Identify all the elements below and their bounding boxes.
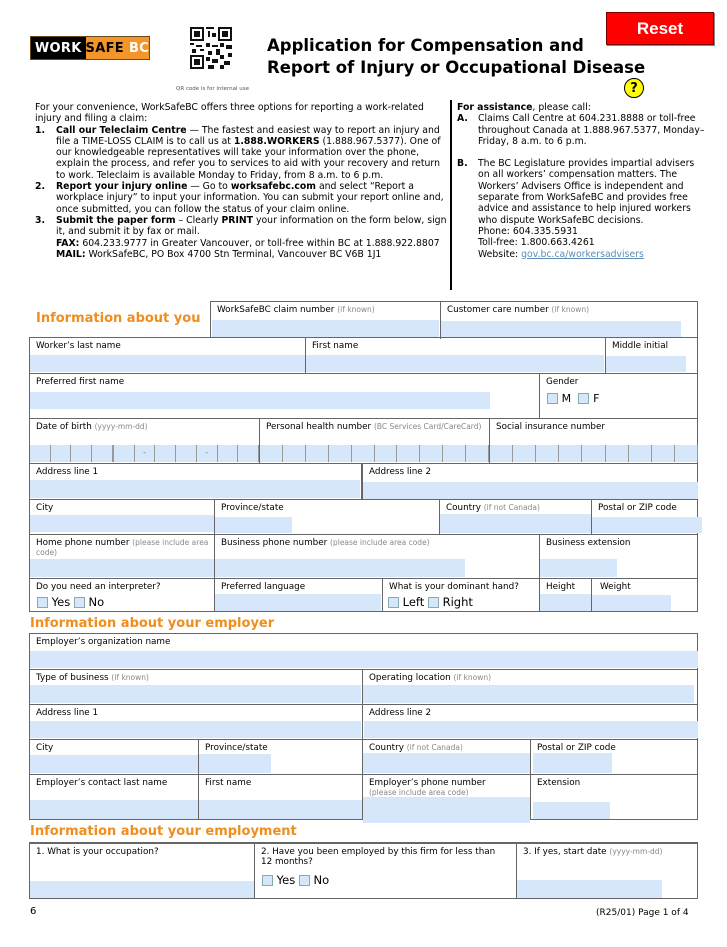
- employer-province-input[interactable]: [199, 754, 271, 773]
- start-date-hint: (yyyy-mm-dd): [609, 847, 663, 856]
- address1-input[interactable]: [30, 480, 360, 498]
- preferred-name-label: Preferred first name: [36, 377, 125, 387]
- section-heading-employer: Information about your employer: [30, 616, 275, 631]
- gender-f-label: F: [593, 392, 600, 405]
- employer-address1-input[interactable]: [30, 721, 361, 738]
- logo-bc: BC: [128, 40, 149, 56]
- sin-label: Social insurance number: [496, 422, 606, 432]
- business-type-label: Type of business: [36, 673, 109, 683]
- home-phone-input[interactable]: [30, 559, 214, 577]
- option-number: 3.: [35, 214, 46, 226]
- postal-label: Postal or ZIP code: [598, 503, 677, 513]
- title-line-2: Report of Injury or Occupational Disease: [267, 58, 646, 77]
- gender-f-checkbox[interactable]: [578, 393, 589, 404]
- operating-location-hint: (if known): [453, 673, 492, 682]
- interpreter-yes-label: Yes: [51, 595, 71, 609]
- fax-text: 604.233.9777 in Greater Vancouver, or toll-free within BC at 1.888.922.8807: [79, 237, 440, 249]
- weight-label: Weight: [600, 582, 631, 592]
- mail-label: MAIL:: [56, 248, 86, 260]
- business-phone-input[interactable]: [215, 559, 465, 577]
- dob-hint: (yyyy-mm-dd): [94, 422, 148, 431]
- employer-country-input[interactable]: [363, 753, 530, 773]
- employed-no-label: No: [313, 873, 330, 887]
- country-input[interactable]: [440, 514, 591, 533]
- option-teleclaim: [35, 125, 450, 181]
- business-ext-input[interactable]: [540, 559, 617, 577]
- option-number: 2.: [35, 181, 46, 193]
- option-paper: [35, 215, 450, 260]
- employed-no-checkbox[interactable]: [299, 875, 310, 886]
- claim-number-hint: (if known): [337, 305, 375, 314]
- employer-postal-input[interactable]: [533, 753, 612, 773]
- teleclaim-number: 1.888.WORKERS: [233, 135, 320, 147]
- interpreter-label: Do you need an interpreter?: [36, 582, 161, 592]
- hand-left-label: Left: [402, 595, 425, 609]
- employment-info-table: [29, 842, 698, 899]
- website-label: Website:: [478, 248, 522, 260]
- gender-label: Gender: [546, 377, 579, 387]
- last-name-label: Worker’s last name: [36, 341, 121, 351]
- logo-safe: SAFE: [85, 40, 124, 56]
- employed-yes-label: Yes: [276, 873, 296, 887]
- option-number: 1.: [35, 124, 46, 136]
- contact-last-name-input[interactable]: [30, 800, 198, 819]
- page-number: 6: [30, 906, 37, 917]
- assist-text: The BC Legislature provides impartial advisers on all workers’ compensation matters. The Workers’ Advisers Office is independent and separate from WorkSafeBC and provides free advice and assistance to help injured workers who dispute WorkSafeBC decisions.: [478, 158, 695, 226]
- employer-extension-input[interactable]: [533, 802, 610, 819]
- qr-code-icon: [190, 27, 232, 69]
- phn-hint: (BC Services Card/CareCard): [373, 422, 482, 431]
- province-label: Province/state: [221, 503, 284, 513]
- assistance-info: [457, 102, 707, 260]
- advisers-phone: Phone: 604.335.5931: [478, 225, 578, 237]
- employed-less-than-12-options: [262, 873, 329, 887]
- page-title: [267, 35, 645, 79]
- worksafebc-logo: [30, 36, 150, 60]
- contact-first-name-input[interactable]: [199, 800, 362, 819]
- home-phone-label: Home phone number: [36, 538, 130, 548]
- employer-address2-label: Address line 2: [369, 708, 432, 718]
- phn-input[interactable]: [260, 445, 489, 462]
- employer-province-label: Province/state: [205, 743, 268, 753]
- gender-options: [547, 391, 599, 405]
- employer-postal-label: Postal or ZIP code: [537, 743, 616, 753]
- height-label: Height: [546, 582, 576, 592]
- section-heading-employment: Information about your employment: [30, 824, 297, 839]
- interpreter-no-checkbox[interactable]: [74, 597, 85, 608]
- reset-button[interactable]: Reset: [606, 12, 714, 45]
- employer-country-label: Country: [369, 743, 404, 753]
- address1-label: Address line 1: [36, 467, 99, 477]
- org-name-label: Employer’s organization name: [36, 637, 171, 647]
- option-title: Submit the paper form: [56, 214, 176, 226]
- option-text: — Go to: [187, 181, 231, 193]
- employer-city-input[interactable]: [30, 755, 198, 773]
- title-line-1: Application for Compensation and: [267, 36, 584, 55]
- first-name-label: First name: [312, 341, 359, 351]
- claim-row: [210, 301, 698, 338]
- print-emphasis: PRINT: [221, 214, 254, 226]
- home-phone-hint: (please include area code): [36, 538, 209, 557]
- intro-divider: [450, 100, 452, 290]
- address2-input[interactable]: [363, 482, 698, 499]
- customer-care-label: Customer care number: [447, 305, 549, 315]
- first-name-input[interactable]: [306, 355, 604, 372]
- help-icon[interactable]: ?: [624, 78, 644, 98]
- customer-care-input[interactable]: [441, 321, 681, 338]
- employer-phone-input[interactable]: [363, 797, 530, 823]
- interpreter-options: [37, 595, 104, 609]
- city-label: City: [36, 503, 54, 513]
- business-type-input[interactable]: [30, 685, 361, 703]
- intro-lead: For your convenience, WorkSafeBC offers three options for reporting a work-related injury and filing a claim:: [35, 102, 424, 125]
- assist-item-b: [457, 158, 707, 260]
- employer-address1-label: Address line 1: [36, 708, 99, 718]
- form-revision: (R25/01) Page 1 of 4: [596, 908, 689, 918]
- assist-number: A.: [457, 113, 468, 125]
- workers-advisers-link[interactable]: gov.bc.ca/workersadvisers: [521, 248, 644, 260]
- logo-safe-bc: [86, 37, 149, 59]
- start-date-input[interactable]: [517, 880, 662, 898]
- mail-text: WorkSafeBC, PO Box 4700 Stn Terminal, Vancouver BC V6B 1J1: [85, 248, 382, 260]
- last-name-input[interactable]: [30, 355, 305, 372]
- gender-m-label: M: [561, 392, 572, 405]
- claim-number-input[interactable]: [212, 320, 439, 338]
- phn-label: Personal health number: [266, 422, 372, 432]
- assist-item-a: [457, 113, 707, 147]
- option-text: – Clearly: [175, 214, 222, 226]
- occupation-label: 1. What is your occupation?: [36, 847, 159, 857]
- employer-extension-label: Extension: [537, 778, 581, 788]
- assistance-heading: [457, 102, 707, 113]
- province-input[interactable]: [215, 517, 292, 533]
- business-ext-label: Business extension: [546, 538, 631, 548]
- preferred-name-input[interactable]: [30, 392, 490, 409]
- dob-label: Date of birth: [36, 422, 92, 432]
- employed-less-than-12-cell: [254, 844, 516, 899]
- option-title: Report your injury online: [56, 181, 188, 193]
- address2-label: Address line 2: [369, 467, 432, 477]
- employer-country-hint: (if not Canada): [406, 743, 463, 752]
- qr-code-note: QR code is for internal use: [176, 86, 249, 92]
- dominant-hand-label: What is your dominant hand?: [389, 582, 519, 592]
- dob-input[interactable]: - -: [30, 445, 259, 462]
- employed-less-than-12-label: 2. Have you been employed by this firm for less than 12 months?: [261, 847, 496, 867]
- advisers-tollfree: Toll-free: 1.800.663.4261: [478, 237, 595, 249]
- section-heading-you: Information about you: [36, 311, 201, 326]
- business-phone-label: Business phone number: [221, 538, 328, 548]
- logo-work: WORK: [31, 37, 86, 59]
- dominant-hand-options: [388, 595, 473, 609]
- gender-m-checkbox[interactable]: [547, 393, 558, 404]
- interpreter-no-label: No: [88, 595, 105, 609]
- employer-phone-hint: (please include area code): [369, 788, 469, 797]
- contact-first-name-label: First name: [205, 778, 252, 788]
- height-input[interactable]: [540, 594, 591, 611]
- worker-info-table: [29, 337, 698, 612]
- website-link[interactable]: worksafebc.com: [230, 181, 316, 193]
- contact-last-name-label: Employer’s contact last name: [36, 778, 168, 788]
- language-label: Preferred language: [221, 582, 306, 592]
- business-phone-hint: (please include area code): [330, 538, 430, 547]
- option-text-2: your information on the form below, sign it, and submit it by fax or mail.: [56, 214, 447, 238]
- option-text-2: and select “Report a workplace injury” to input your information. You can submit your report online and, once submitted, you can follow the status of your claim online.: [56, 181, 444, 215]
- fax-label: FAX:: [56, 237, 80, 249]
- reporting-options: [35, 102, 450, 260]
- start-date-label: 3. If yes, start date: [523, 847, 607, 857]
- assist-text: Claims Call Centre at 604.231.8888 or toll-free throughout Canada at 1.888.967.5377, Monday–Friday, 8 a.m. to 6 p.m.: [478, 113, 705, 147]
- interpreter-yes-checkbox[interactable]: [37, 597, 48, 608]
- option-text-2: (1.888.967.5377). One of our knowledgeable representatives will take your information over the phone, explain the process, and refer you to services to aid with your recovery and return to work. Teleclaim is available Monday to Friday, from 8 a.m. to 6 p.m.: [56, 135, 441, 181]
- business-type-hint: (if known): [111, 673, 149, 682]
- country-hint: (if not Canada): [483, 503, 540, 512]
- option-title: Call our Teleclaim Centre: [56, 124, 187, 136]
- middle-initial-label: Middle initial: [612, 341, 669, 351]
- country-label: Country: [446, 503, 481, 513]
- hand-right-label: Right: [442, 595, 473, 609]
- org-name-input[interactable]: [30, 651, 698, 668]
- weight-input[interactable]: [592, 595, 671, 611]
- employer-city-label: City: [36, 743, 54, 753]
- middle-initial-input[interactable]: [606, 356, 686, 372]
- customer-care-hint: (if known): [551, 305, 590, 314]
- operating-location-label: Operating location: [369, 673, 451, 683]
- employer-address2-input[interactable]: [364, 721, 698, 738]
- sin-input[interactable]: [490, 445, 698, 462]
- employed-yes-checkbox[interactable]: [262, 875, 273, 886]
- option-online: [35, 181, 450, 215]
- claim-number-label: WorkSafeBC claim number: [217, 305, 335, 315]
- city-input[interactable]: [30, 515, 214, 532]
- occupation-input[interactable]: [30, 881, 254, 898]
- assistance-rest: , please call:: [532, 102, 591, 113]
- operating-location-input[interactable]: [363, 685, 694, 703]
- hand-left-checkbox[interactable]: [388, 597, 399, 608]
- hand-right-checkbox[interactable]: [428, 597, 439, 608]
- employer-phone-label: Employer’s phone number: [369, 778, 486, 788]
- option-text: — The fastest and easiest way to report an injury and file a TIME-LOSS CLAIM is to call us at: [56, 124, 440, 147]
- assist-number: B.: [457, 158, 468, 170]
- employer-info-table: [29, 633, 698, 820]
- assistance-bold: For assistance: [457, 102, 533, 113]
- postal-input[interactable]: [592, 517, 702, 533]
- language-input[interactable]: [215, 594, 381, 611]
